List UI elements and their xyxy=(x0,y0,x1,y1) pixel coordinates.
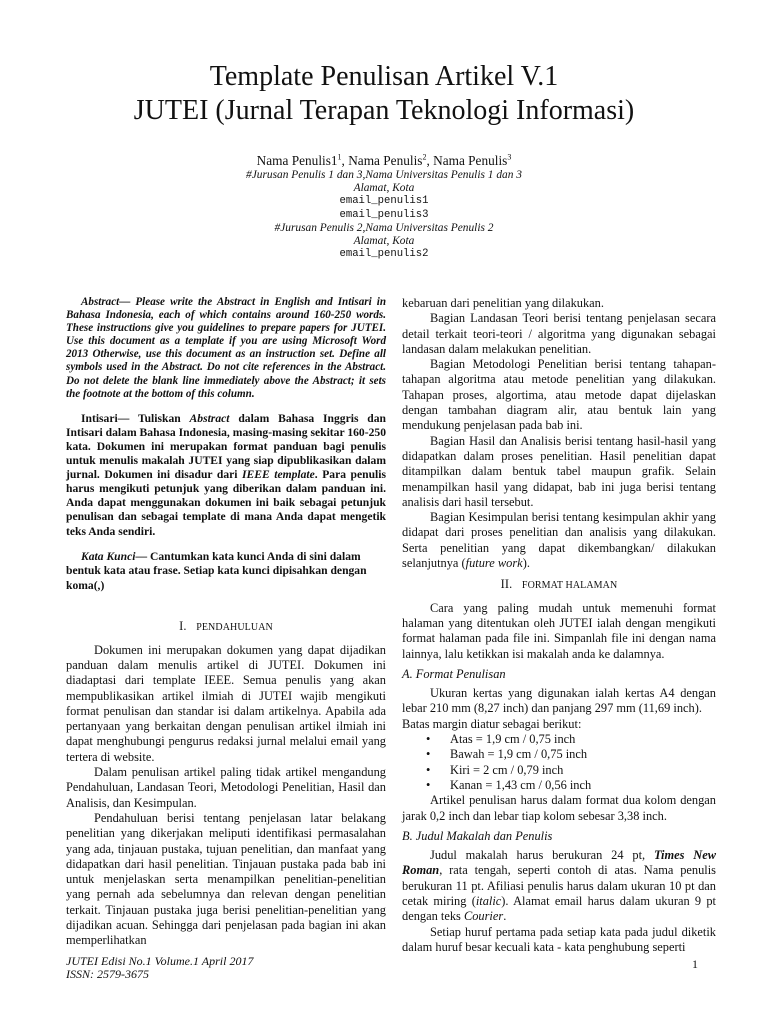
page-number: 1 xyxy=(692,957,698,971)
author-1-mark: 1 xyxy=(337,152,342,162)
author-block xyxy=(0,152,768,261)
author-1: Nama Penulis1 xyxy=(256,153,338,168)
footer-journal: JUTEI Edisi No.1 Volume.1 April 2017 xyxy=(66,954,254,968)
title-line-2: JUTEI (Jurnal Terapan Teknologi Informasi) xyxy=(133,95,635,126)
affiliation-2: #Jurusan Penulis 2,Nama Universitas Penulis 2 xyxy=(274,221,494,234)
paragraph xyxy=(402,510,716,571)
intisari xyxy=(66,412,386,539)
list-item: • Atas = 1,9 cm / 0,75 inch xyxy=(426,732,716,747)
author-names xyxy=(0,152,768,169)
title-line-1: Template Penulisan Artikel V.1 xyxy=(209,61,559,92)
paragraph: Pendahuluan berisi tentang penjelasan latar belakang penelitian yang dikerjakan meliputi identifikasi permasalahan yang ada, tinjauan pustaka, tujuan penelitian, dan manfaat yang didapatkan dari hasil penelitian. Tinjauan pustaka pada bab ini untuk menjelaskan serta menampilkan penelitian-penelitian yang pernah ada sebelumnya dan relevan dengan penelitian terkait. Tinjauan pustaka juga berisi penelitian-penelitian yang dijadikan acuan. Sehingga dari penjelasan pada bagian ini akan memperlihatkan xyxy=(66,810,386,948)
section-title: FORMAT HALAMAN xyxy=(521,580,618,592)
paragraph: Setiap huruf pertama pada setiap kata pada judul diketik dalam huruf besar kecuali kata - kata penghubung seperti xyxy=(402,924,716,954)
paragraph-text: ). xyxy=(522,556,530,571)
author-3: Nama Penulis xyxy=(433,153,508,168)
paragraph-text: ). Alamat email harus dalam ukuran 9 pt dengan teks xyxy=(402,893,716,924)
email-3: email_penulis3 xyxy=(339,208,429,221)
right-column xyxy=(402,296,716,955)
paragraph-bold-italic: Times New Roman xyxy=(402,848,716,878)
address-2: Alamat, Kota xyxy=(353,235,415,248)
paragraph: Bagian Hasil dan Analisis berisi tentang hasil-hasil yang didapatkan dalam proses penelitian. Hasil penelitian dapat ditampilkan dalam bentuk tabel maupun grafik. Selain menampilkan hasil yang didapat, bab ini juga berisi tentang analisis dari hasil tersebut. xyxy=(402,433,716,509)
abstract: Abstract— Please write the Abstract in English and Intisari in Bahasa Indonesia, each of which contains around 160-250 words. These instructions give you guidelines to prepare papers for JUTEI. Use this document as a template if you are using Microsoft Word 2013 Otherwise, use this document as an instruction set. Define all symbols used in the Abstract. Do not cite references in the Abstract. Do not delete the blank line immediately above the Abstract; it sets the footnote at the bottom of this column. xyxy=(66,296,386,400)
list-item: • Bawah = 1,9 cm / 0,75 inch xyxy=(426,747,716,762)
footer-issn: ISSN: 2579-3675 xyxy=(66,967,149,981)
keywords xyxy=(66,550,386,594)
keywords-label: Kata Kunci xyxy=(81,549,136,563)
paragraph: kebaruan dari penelitian yang dilakukan. xyxy=(402,296,604,310)
subsection-heading-a: A. Format Penulisan xyxy=(402,666,506,681)
author-3-mark: 3 xyxy=(507,152,512,162)
paragraph: Batas margin diatur sebagai berikut: xyxy=(402,716,582,731)
intisari-italic: IEEE template xyxy=(242,468,315,482)
paragraph-text: Judul makalah harus berukuran 24 pt, xyxy=(430,848,654,863)
email-2: email_penulis2 xyxy=(339,248,429,261)
intisari-text: dalam Bahasa Inggris dan Intisari dalam Bahasa Indonesia, masing-masing sekitar 160-250 kata. Dokumen ini merupakan format panduan bagi penulis untuk menulis makalah JUTEI yang siap dipublikasikan dalam jurnal. Dokumen ini disadur dari xyxy=(66,411,386,482)
paragraph-text: , rata tengah, seperti contoh di atas. Nama penulis berukuran 11 pt. Afiliasi penulis harus dalam ukuran 10 pt dan cetak miring ( xyxy=(402,863,716,908)
intisari-italic: Abstract xyxy=(189,411,230,425)
paragraph xyxy=(402,848,716,924)
address-1: Alamat, Kota xyxy=(353,182,415,195)
author-separator: , xyxy=(341,153,349,168)
paragraph: Cara yang paling mudah untuk memenuhi format halaman yang ditentukan oleh JUTEI ialah dengan mengikuti format halaman pada file ini. Simpanlah file ini dengan nama lainnya, lalu ketikkan isi makalah anda ke dalamnya. xyxy=(402,600,716,661)
left-column xyxy=(66,296,386,949)
paper-title xyxy=(0,60,768,128)
paragraph-italic: italic xyxy=(475,893,502,908)
paragraph: Ukuran kertas yang digunakan ialah kertas A4 dengan lebar 210 mm (8,27 inch) dan panjang 297 mm (11,69 inch). xyxy=(402,686,716,716)
subsection-heading-b: B. Judul Makalah dan Penulis xyxy=(402,828,553,843)
section-heading-2 xyxy=(402,577,716,593)
intisari-text: Intisari— Tuliskan xyxy=(81,411,190,425)
paragraph: Dokumen ini merupakan dokumen yang dapat dijadikan panduan dalam menulis artikel di JUTEI. Dokumen ini diadaptasi dari template IEEE. Semua penulis yang akan mempublikasikan artikel ilmiah di JUTEI wajib mengikuti format penulisan dan standar isi dalam artikelnya. Apabila ada pertanyaan yang berkaitan dengan penulisan artikel ilmiah ini dapat menghubungi pengurus redaksi jurnal melalui email yang tertera di website. xyxy=(66,642,386,764)
paragraph-text: . xyxy=(503,909,507,924)
paragraph: Bagian Metodologi Penelitian berisi tentang tahapan-tahapan algoritma atau metode penelitian yang dilakukan. Tahapan proses, algortima, atau metode dapat dijelaskan dengan tambahan diagram alir, atau bentuk lain yang mendukung penjelasan pada bab ini. xyxy=(402,357,716,433)
email-1: email_penulis1 xyxy=(339,195,429,208)
paragraph: Artikel penulisan harus dalam format dua kolom dengan jarak 0,2 inch dan lebar tiap kolom sebesar 3,38 inch. xyxy=(402,793,716,823)
list-item: • Kiri = 2 cm / 0,79 inch xyxy=(426,763,716,778)
keywords-text: — Cantumkan kata kunci Anda di sini dalam bentuk kata atau frase. Setiap kata kunci dipisahkan dengan koma(,) xyxy=(66,549,367,592)
affiliation-1: #Jurusan Penulis 1 dan 3,Nama Universitas Penulis 1 dan 3 xyxy=(246,169,522,181)
section-heading-1 xyxy=(66,619,386,635)
list-item: • Kanan = 1,43 cm / 0,56 inch xyxy=(426,778,716,793)
section-number: II. xyxy=(500,577,513,592)
paragraph-text: Bagian Kesimpulan berisi tentang kesimpulan akhir yang didapat dari proses penelitian dan analisis yang dilakukan. Serta penelitian yang dapat dikembangkan/ dilakukan selanjutnya ( xyxy=(402,510,716,571)
section-number: I. xyxy=(179,619,187,634)
paragraph: Dalam penulisan artikel paling tidak artikel mengandung Pendahuluan, Landasan Teori, Metodologi Penelitian, Hasil dan Analisis, dan Kesimpulan. xyxy=(66,765,386,810)
margin-list xyxy=(402,732,716,793)
author-2-mark: 2 xyxy=(422,152,427,162)
author-2: Nama Penulis xyxy=(348,153,423,168)
paragraph-italic: Courier xyxy=(463,909,504,924)
author-separator: , xyxy=(426,153,434,168)
paragraph: Bagian Landasan Teori berisi tentang penjelasan secara detail terkait teori-teori / algoritma yang digunakan sebagai landasan dalam melakukan penelitian. xyxy=(402,311,716,356)
page-footer xyxy=(66,955,253,981)
section-title: PENDAHULUAN xyxy=(196,622,273,634)
paragraph-italic: future work xyxy=(465,556,523,571)
intisari-text: . Para penulis harus mengikuti petunjuk yang diberikan dalam panduan ini. Anda dapat menggunakan dokumen ini baik sebagai petunjuk penulisan dan sebagai template di mana Anda dapat mengetik teks Anda sendiri. xyxy=(66,468,386,538)
